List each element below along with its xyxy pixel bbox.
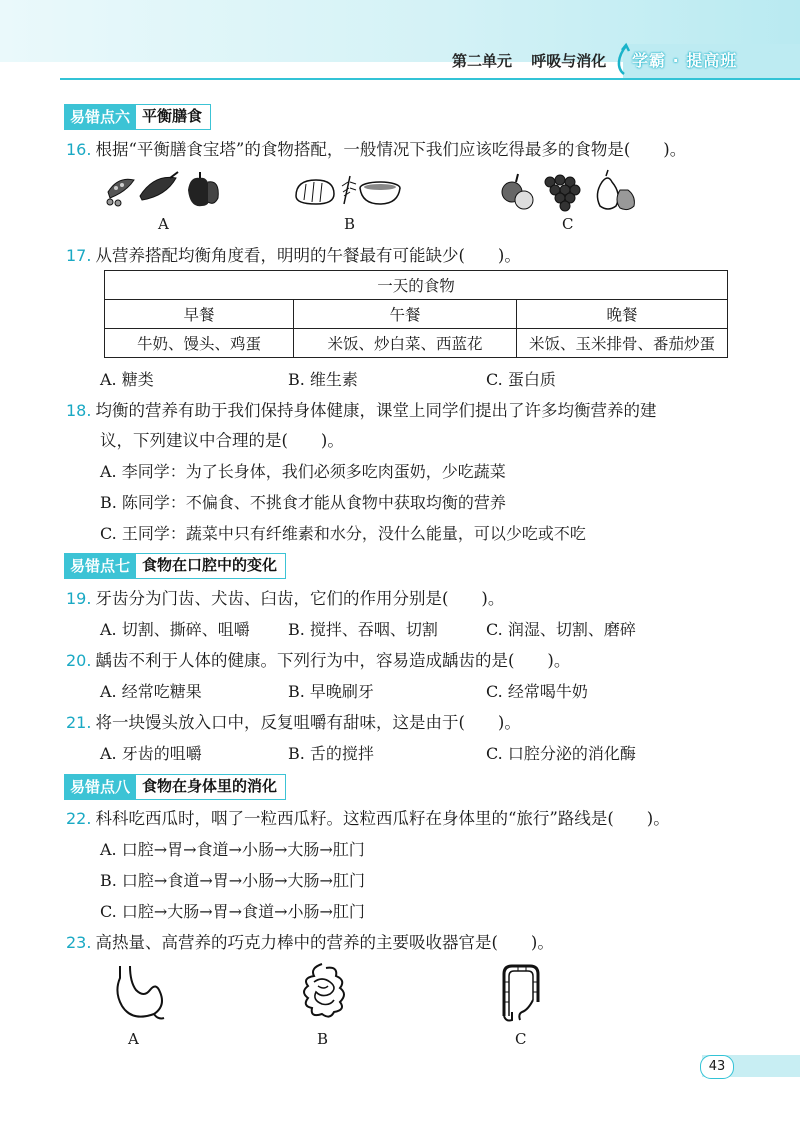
question-number: 18.	[66, 401, 92, 420]
header-rule	[60, 78, 800, 80]
option-c: C. 口腔分泌的消化酶	[486, 744, 636, 763]
question-text: 高热量、高营养的巧克力棒中的营养的主要吸收器官是( )。	[95, 933, 554, 952]
brand-logo: 学霸 · 提高班	[632, 51, 738, 70]
question-21	[66, 710, 521, 736]
unit-topic: 呼吸与消化	[531, 52, 607, 70]
question-number: 16.	[66, 140, 92, 159]
option-label-c: C	[515, 1030, 527, 1048]
option-label-b: B	[317, 1030, 329, 1048]
question-20	[66, 648, 570, 674]
section-tag-7	[64, 553, 286, 579]
option-b: B. 陈同学：不偏食、不挑食才能从食物中获取均衡的营养	[100, 493, 506, 512]
option-b: B. 搅拌、吞咽、切割	[288, 620, 438, 639]
food-table	[104, 270, 728, 358]
section-label: 易错点六	[64, 104, 136, 130]
option-c: C. 润湿、切割、磨碎	[486, 620, 636, 639]
question-text: 科科吃西瓜时，咽了一粒西瓜籽。这粒西瓜籽在身体里的“旅行”路线是( )。	[95, 809, 670, 828]
question-number: 23.	[66, 933, 92, 952]
section-label: 易错点七	[64, 553, 136, 579]
option-label-a: A	[128, 1030, 139, 1048]
option-label-a: A	[158, 215, 169, 233]
option-b: B. 维生素	[288, 370, 358, 389]
question-text: 从营养搭配均衡角度看，明明的午餐最有可能缺少( )。	[95, 246, 521, 265]
question-text: 龋齿不利于人体的健康。下列行为中，容易造成龋齿的是( )。	[95, 651, 571, 670]
unit-title	[452, 50, 620, 71]
option-b: B. 舌的搅拌	[288, 744, 374, 763]
question-number: 19.	[66, 589, 92, 608]
option-b: B. 早晚刷牙	[288, 682, 374, 701]
option-b: B. 口腔→食道→胃→小肠→大肠→肛门	[100, 871, 365, 890]
unit-label: 第二单元	[452, 52, 513, 70]
section-label: 易错点八	[64, 774, 136, 800]
table-cell: 米饭、玉米排骨、番茄炒蛋	[517, 329, 728, 358]
question-16	[66, 137, 686, 163]
table-header: 早餐	[105, 300, 294, 329]
question-number: 17.	[66, 246, 92, 265]
question-text: 牙齿分为门齿、犬齿、臼齿，它们的作用分别是( )。	[95, 589, 505, 608]
table-cell: 牛奶、馒头、鸡蛋	[105, 329, 294, 358]
option-c: C. 经常喝牛奶	[486, 682, 588, 701]
section-title: 食物在口腔中的变化	[136, 553, 286, 579]
page-number: 43	[700, 1055, 734, 1079]
question-text-line1: 均衡的营养有助于我们保持身体健康，课堂上同学们提出了许多均衡营养的建	[95, 401, 657, 420]
table-header: 午餐	[294, 300, 517, 329]
question-23	[66, 930, 554, 956]
small-intestine-icon	[298, 962, 348, 1022]
stomach-icon	[104, 962, 168, 1026]
section-tag-8	[64, 774, 286, 800]
option-a: A. 糖类	[100, 370, 154, 389]
option-label-b: B	[344, 215, 356, 233]
option-a: A. 口腔→胃→食道→小肠→大肠→肛门	[100, 840, 365, 859]
question-text: 将一块馒头放入口中，反复咀嚼有甜味，这是由于( )。	[95, 713, 521, 732]
brand-swoosh-icon	[612, 42, 634, 76]
question-17	[66, 243, 521, 269]
question-number: 20.	[66, 651, 92, 670]
table-title: 一天的食物	[105, 271, 728, 300]
question-number: 21.	[66, 713, 92, 732]
question-18	[66, 398, 656, 424]
option-c: C. 蛋白质	[486, 370, 556, 389]
option-a: A. 切割、撕碎、咀嚼	[100, 620, 250, 639]
staple-foods-image	[294, 172, 404, 208]
table-cell: 米饭、炒白菜、西蓝花	[294, 329, 517, 358]
option-a: A. 牙齿的咀嚼	[100, 744, 202, 763]
question-22	[66, 806, 670, 832]
option-a: A. 经常吃糖果	[100, 682, 202, 701]
large-intestine-icon	[498, 962, 542, 1024]
option-c: C. 王同学：蔬菜中只有纤维素和水分，没什么能量，可以少吃或不吃	[100, 524, 586, 543]
question-text: 根据“平衡膳食宝塔”的食物搭配，一般情况下我们应该吃得最多的食物是( )。	[95, 140, 687, 159]
question-number: 22.	[66, 809, 92, 828]
fruits-image	[498, 168, 638, 212]
table-header: 晚餐	[517, 300, 728, 329]
section-title: 食物在身体里的消化	[136, 774, 286, 800]
option-c: C. 口腔→大肠→胃→食道→小肠→肛门	[100, 902, 365, 921]
option-a: A. 李同学：为了长身体，我们必须多吃肉蛋奶，少吃蔬菜	[100, 462, 506, 481]
section-title: 平衡膳食	[136, 104, 211, 130]
option-label-c: C	[562, 215, 574, 233]
section-tag-6	[64, 104, 211, 130]
question-19	[66, 586, 504, 612]
question-18-line2: 议，下列建议中合理的是( )。	[100, 431, 344, 450]
vegetables-image	[104, 170, 224, 210]
